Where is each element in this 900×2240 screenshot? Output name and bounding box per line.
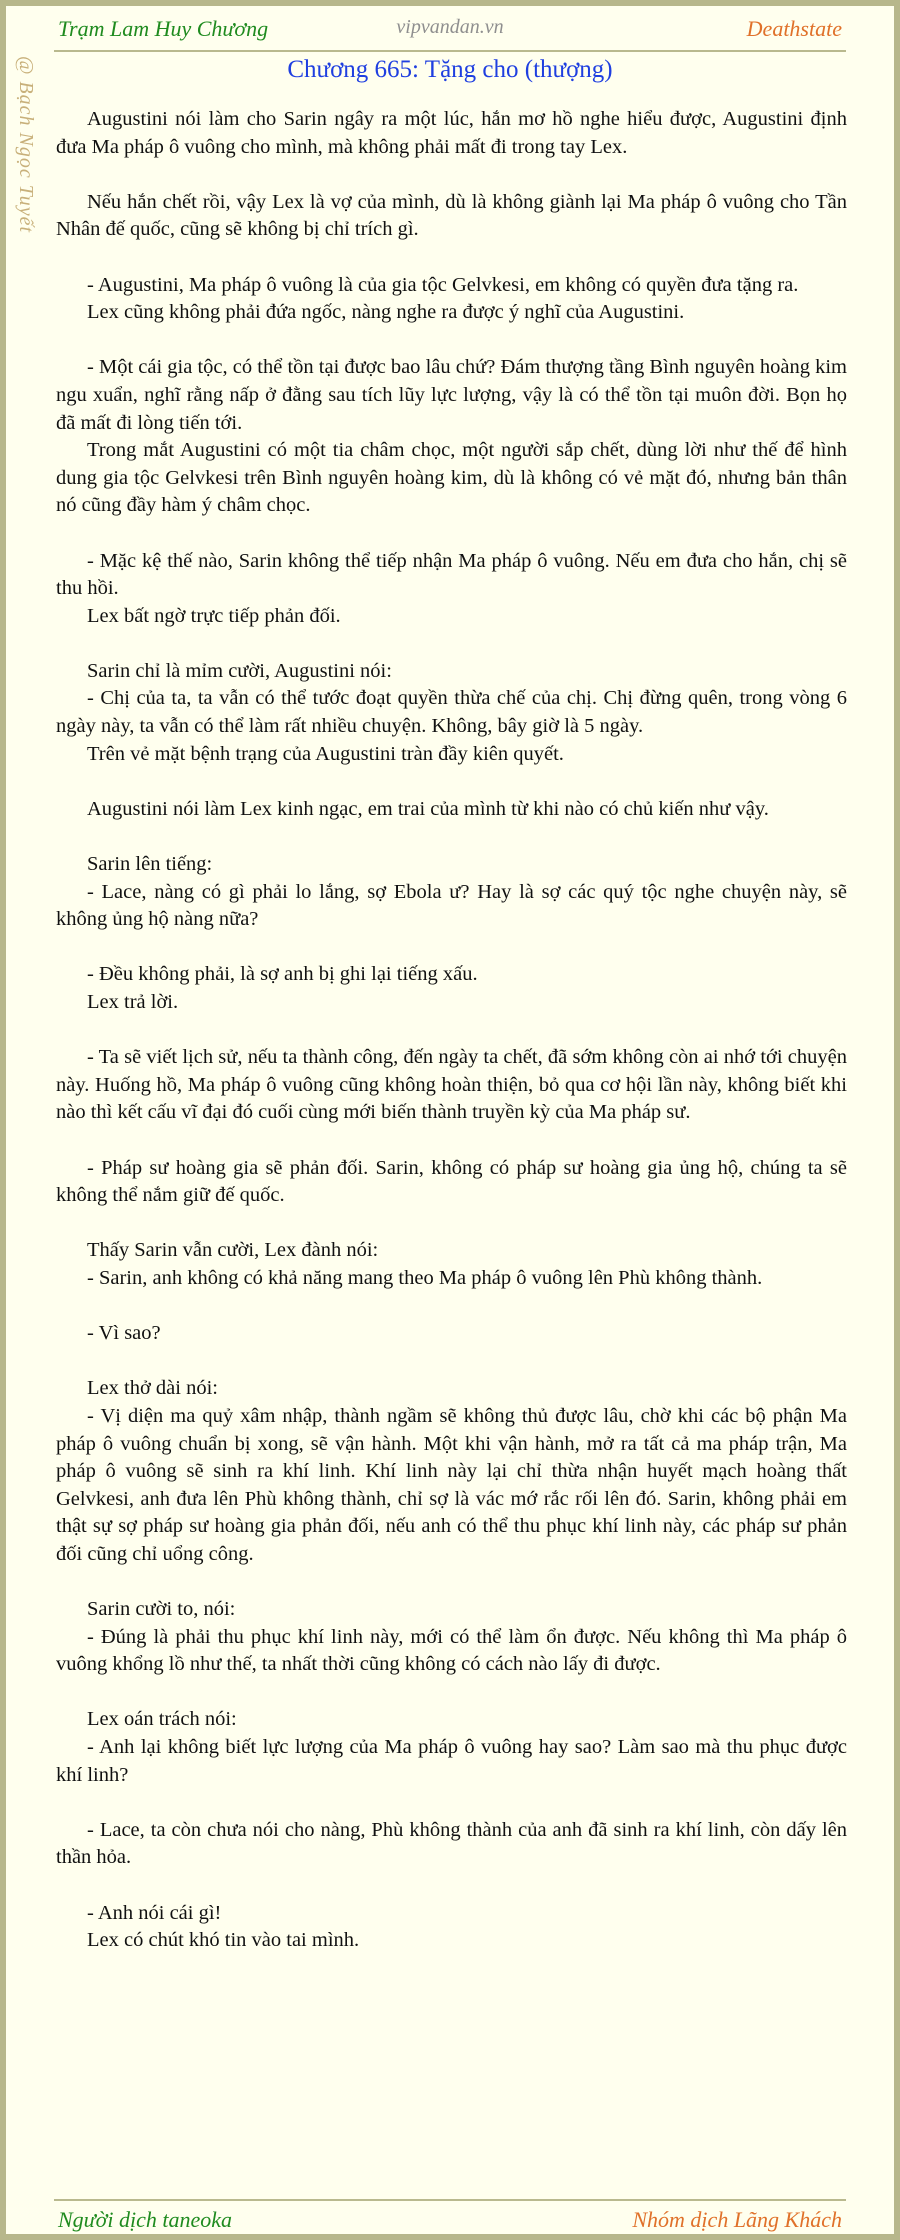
paragraph: - Một cái gia tộc, có thể tồn tại được bao lâu chứ? Đám thượng tầng Bình nguyên hoàng kim ngu xuẩn, nghĩ rằng nấp ở đằng sau tích lũy lực lượng, vậy là có thể tồn tại muôn đời. Bọn họ đã mất đi lòng tiến tới. (56, 356, 847, 434)
footer-translator: Người dịch taneoka (58, 2207, 233, 2232)
page-header (54, 14, 846, 52)
paragraph: - Augustini, Ma pháp ô vuông là của gia tộc Gelvkesi, em không có quyền đưa tặng ra. (87, 273, 799, 296)
chapter-body (56, 106, 847, 1955)
paragraph: Sarin chỉ là mỉm cười, Augustini nói: (87, 659, 392, 682)
paragraph: - Ta sẽ viết lịch sử, nếu ta thành công, đến ngày ta chết, đã sớm không còn ai nhớ tới chuyện này. Huống hồ, Ma pháp ô vuông cũng không hoàn thiện, bỏ qua cơ hội lần này, không biết khi nào thì kết cấu vĩ đại đó cuối cùng mới biến thành truyền kỳ của Ma pháp sư. (56, 1046, 847, 1124)
paragraph: Trong mắt Augustini có một tia châm chọc, một người sắp chết, dùng lời như thế để hình dung gia tộc Gelvkesi trên Bình nguyên hoàng kim, dù là không có vẻ mặt đó, nhưng bản thân nó cũng đầy hàm ý châm chọc. (56, 439, 847, 517)
paragraph: Sarin lên tiếng: (87, 853, 213, 876)
paragraph: - Lace, ta còn chưa nói cho nàng, Phù không thành của anh đã sinh ra khí linh, còn dấy lên thần hỏa. (56, 1818, 847, 1869)
paragraph: - Mặc kệ thế nào, Sarin không thể tiếp nhận Ma pháp ô vuông. Nếu em đưa cho hắn, chị sẽ thu hồi. (56, 549, 847, 600)
paragraph: Lex thở dài nói: (87, 1377, 218, 1400)
paragraph: - Anh nói cái gì! (87, 1901, 222, 1924)
paragraph: - Anh lại không biết lực lượng của Ma pháp ô vuông hay sao? Làm sao mà thu phục được khí linh? (56, 1736, 847, 1786)
paragraph: - Sarin, anh không có khả năng mang theo Ma pháp ô vuông lên Phù không thành. (87, 1266, 763, 1289)
paragraph: Lex có chút khó tin vào tai mình. (87, 1929, 360, 1952)
paragraph: - Chị của ta, ta vẫn có thể tước đoạt quyền thừa chế của chị. Chị đừng quên, trong vòng 6 ngày này, ta vẫn có thể làm rất nhiều chuyện. Không, bây giờ là 5 ngày. (56, 687, 847, 738)
footer-group: Nhóm dịch Lãng Khách (632, 2207, 842, 2232)
paragraph: Sarin cười to, nói: (87, 1598, 236, 1621)
header-site-name: vipvandan.vn (396, 16, 504, 38)
side-watermark: @ Bạch Ngọc Tuyết (15, 56, 37, 234)
chapter-title: Chương 665: Tặng cho (thượng) (287, 56, 613, 83)
paragraph: Thấy Sarin vẫn cười, Lex đành nói: (87, 1239, 379, 1262)
paragraph: Trên vẻ mặt bệnh trạng của Augustini tràn đầy kiên quyết. (87, 742, 564, 765)
header-author: Deathstate (746, 16, 842, 41)
paragraph: - Đều không phải, là sợ anh bị ghi lại tiếng xấu. (87, 963, 478, 986)
paragraph: - Vị diện ma quỷ xâm nhập, thành ngầm sẽ không thủ được lâu, chờ khi các bộ phận Ma pháp ô vuông chuẩn bị xong, sẽ vận hành. Một khi vận hành, mở ra tất cả ma pháp trận, Ma pháp ô vuông sẽ sinh ra khí linh. Khí linh này lại chỉ thừa nhận huyết mạch hoàng thất Gelvkesi, anh đưa lên Phù không thành, chỉ sợ là vác mớ rắc rối lên đó. Sarin, không phải em thật sự sợ pháp sư hoàng gia phản đối, nếu anh có thể thu phục khí linh này, các pháp sư phản đối cũng chỉ uổng công. (56, 1404, 847, 1565)
paragraph: Lex cũng không phải đứa ngốc, nàng nghe ra được ý nghĩ của Augustini. (87, 301, 685, 324)
paragraph: Augustini nói làm Lex kinh ngạc, em trai của mình từ khi nào có chủ kiến như vậy. (87, 797, 769, 820)
paragraph: Nếu hắn chết rồi, vậy Lex là vợ của mình, dù là không giành lại Ma pháp ô vuông cho Tần Nhân đế quốc, cũng sẽ không bị chỉ trích gì. (56, 190, 847, 241)
paragraph: Lex bất ngờ trực tiếp phản đối. (87, 604, 341, 627)
page-footer (54, 2199, 846, 2237)
paragraph: - Vì sao? (87, 1322, 161, 1345)
paragraph: - Pháp sư hoàng gia sẽ phản đối. Sarin, không có pháp sư hoàng gia ủng hộ, chúng ta sẽ không thể nắm giữ đế quốc. (56, 1156, 847, 1207)
paragraph: - Lace, nàng có gì phải lo lắng, sợ Ebola ư? Hay là sợ các quý tộc nghe chuyện này, sẽ không ủng hộ nàng nữa? (56, 880, 847, 931)
paragraph: Lex trả lời. (87, 991, 179, 1013)
header-story-title: Trạm Lam Huy Chương (58, 16, 269, 41)
paragraph: Augustini nói làm cho Sarin ngây ra một lúc, hắn mơ hồ nghe hiểu được, Augustini định đưa Ma pháp ô vuông cho mình, mà không phải mất đi trong tay Lex. (56, 108, 847, 158)
paragraph: Lex oán trách nói: (87, 1708, 237, 1731)
paragraph: - Đúng là phải thu phục khí linh này, mới có thể làm ổn được. Nếu không thì Ma pháp ô vuông khổng lồ như thế, ta nhất thời cũng không có cách nào lấy đi được. (56, 1625, 847, 1676)
